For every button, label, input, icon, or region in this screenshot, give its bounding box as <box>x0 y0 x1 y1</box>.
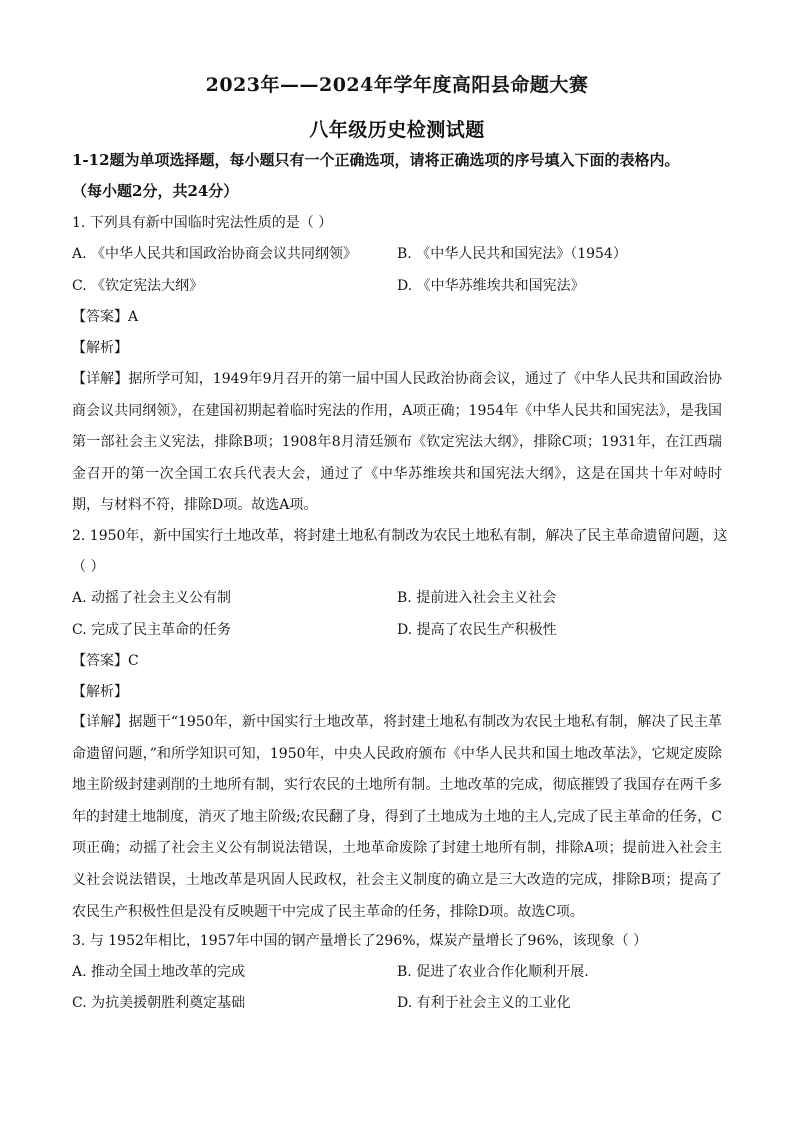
question-2-stem-line-2: （ ） <box>72 559 105 575</box>
question-2-analysis-label: 【解析】 <box>72 684 128 700</box>
question-1-detail: 【详解】据所学可知，1949年9月召开的第一届中国人民政治协商会议，通过了《中华人民共和国政治协商会议共同纲领》，在建国初期起着临时宪法的作用，A项正确；1954年《中华人民共和国宪法》，是我国第一部社会主义宪法，排除B项；1908年8月清廷颁布《钦定宪法大纲》，排除C项；1931年，在江西瑞金召开的第一次全国工农兵代表大会，通过了《中华苏维埃共和国宪法大纲》，这是在国共十年对峙时期，与材料不符，排除D项。故选A项。 <box>72 371 722 514</box>
question-2-option-b: B. 提前进入社会主义社会 <box>397 590 557 606</box>
question-3-option-c: C. 为抗美援朝胜利奠定基础 <box>72 995 246 1011</box>
question-3-option-d: D. 有利于社会主义的工业化 <box>397 995 571 1011</box>
instructions-line-1: 1-12题为单项选择题，每小题只有一个正确选项，请将正确选项的序号填入下面的表格内。 <box>72 151 680 169</box>
question-2-option-a: A. 动摇了社会主义公有制 <box>72 590 232 606</box>
question-1-stem: 1. 下列具有新中国临时宪法性质的是（ ） <box>72 215 333 231</box>
question-2-option-d: D. 提高了农民生产积极性 <box>397 622 557 638</box>
question-2-detail: 【详解】据题干“1950年，新中国实行土地改革，将封建土地私有制改为农民土地私有制，解决了民主革命遗留问题，”和所学知识可知，1950年，中央人民政府颁布《中华人民共和国土地改革法》，它规定废除地主阶级封建剥削的土地所有制，实行农民的土地所有制。土地改革的完成，彻底摧毁了我国存在两千多年的封建土地制度，消灭了地主阶级;农民翻了身，得到了土地成为土地的主人,完成了民主革命的任务，C项正确；动摇了社会主义公有制说法错误，土地革命废除了封建土地所有制，排除A项；提前进入社会主义社会说法错误，土地改革是巩固人民政权，社会主义制度的确立是三大改造的完成，排除B项；提高了农民生产积极性但是没有反映题干中完成了民主革命的任务，排除D项。故选C项。 <box>72 714 722 920</box>
question-2-answer: 【答案】C <box>72 653 139 669</box>
instructions-line-2: （每小题2分，共24分） <box>72 182 239 200</box>
question-1-option-c: C. 《钦定宪法大纲》 <box>72 278 204 294</box>
question-2-stem-line-1: 2. 1950年，新中国实行土地改革，将封建土地私有制改为农民土地私有制，解决了民主革命遗留问题，这 <box>72 528 728 544</box>
question-1-option-d: D. 《中华苏维埃共和国宪法》 <box>397 278 585 294</box>
question-1-answer: 【答案】A <box>72 309 139 325</box>
exam-title: 2023年——2024年学年度高阳县命题大赛 <box>205 74 589 96</box>
exam-subtitle: 八年级历史检测试题 <box>309 119 485 141</box>
question-1-option-b: B. 《中华人民共和国宪法》（1954） <box>397 246 627 262</box>
question-3-option-a: A. 推动全国土地改革的完成 <box>72 964 246 980</box>
question-3-option-b: B. 促进了农业合作化顺利开展. <box>397 964 589 980</box>
question-1-option-a: A. 《中华人民共和国政治协商会议共同纲领》 <box>72 246 358 262</box>
question-2-option-c: C. 完成了民主革命的任务 <box>72 622 232 638</box>
question-1-analysis-label: 【解析】 <box>72 340 128 356</box>
question-3-stem: 3. 与 1952年相比，1957年中国的钢产量增长了296%，煤炭产量增长了96%，该现象（ ） <box>72 933 648 949</box>
